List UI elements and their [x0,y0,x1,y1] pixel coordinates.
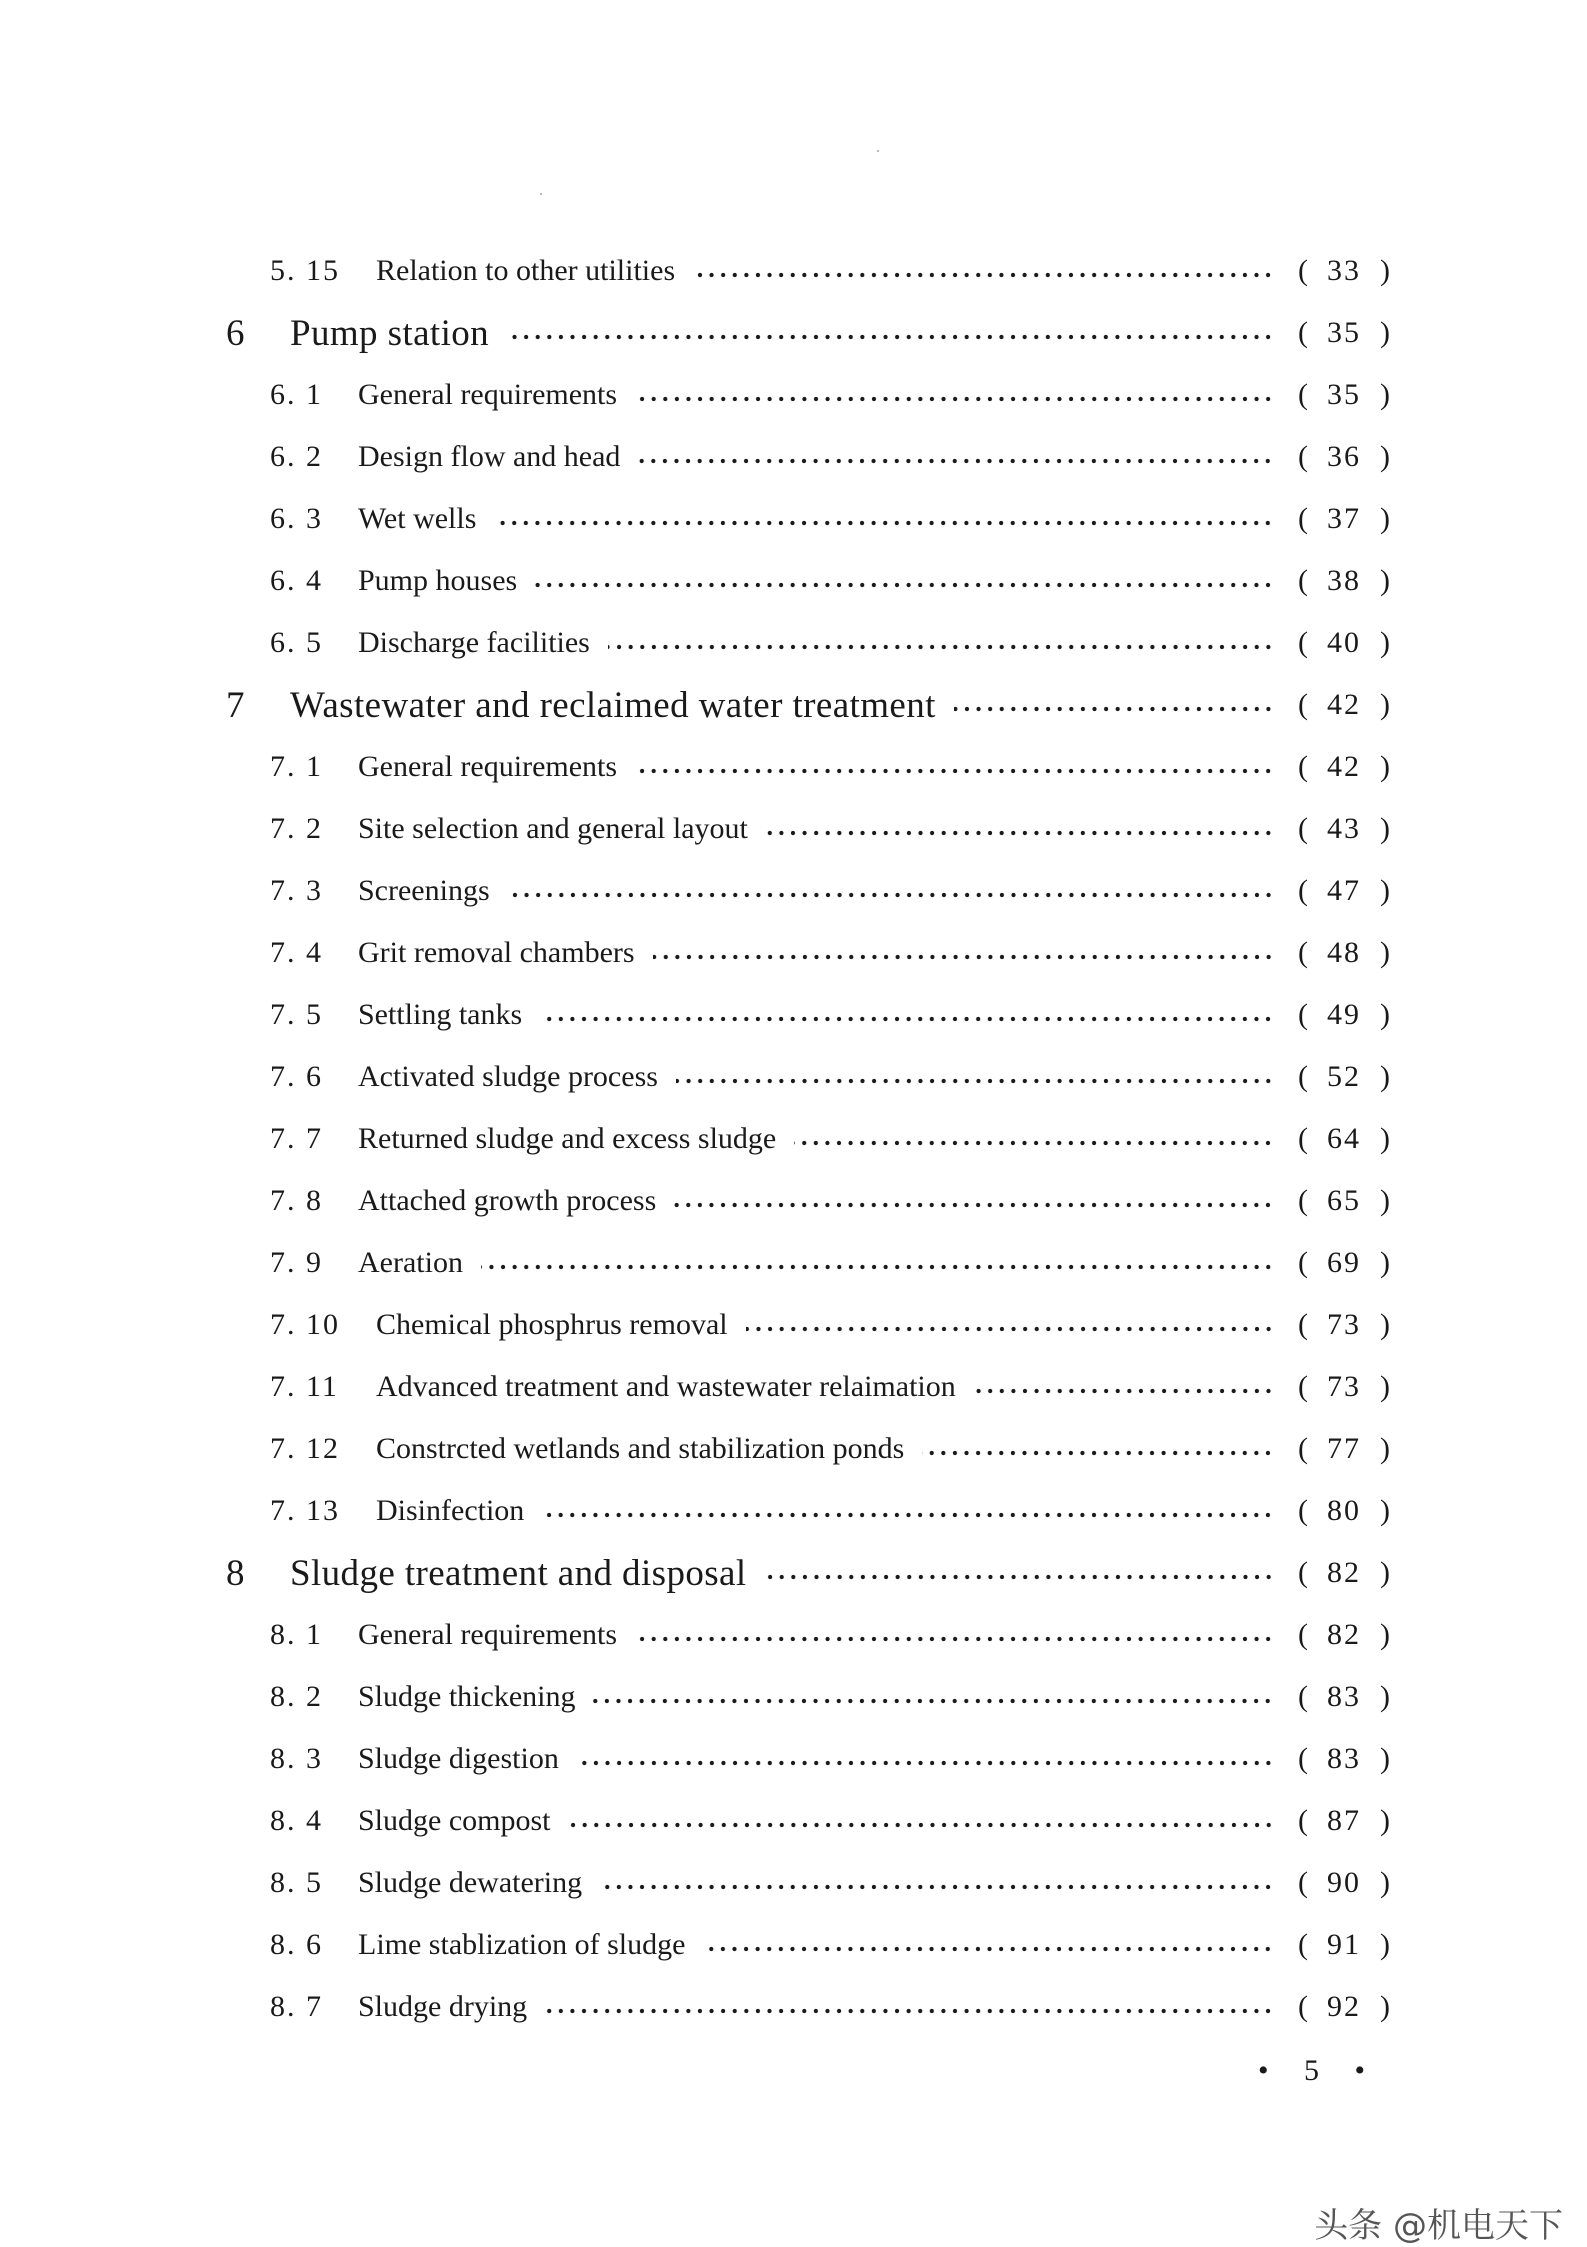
page-close-paren: ) [1380,1742,1390,1775]
toc-entry-title: Discharge facilities [358,626,590,659]
toc-entry-number: 7. 8 [270,1184,323,1217]
toc-entry-page [1298,1990,1390,2024]
toc-section-row[interactable] [226,550,1390,612]
toc-entry-title: Disinfection [376,1494,525,1527]
toc-section-row[interactable] [226,1728,1390,1790]
page-number-value: 49 [1327,998,1361,1031]
page-number-value: 42 [1327,750,1361,783]
scan-speck [540,193,542,195]
toc-entry-title: Advanced treatment and wastewater relaimation [376,1370,956,1403]
toc-entry-page [1298,1308,1390,1342]
dot-leader [746,1314,1274,1344]
toc-entry-page [1298,1680,1390,1714]
toc-section-row[interactable] [226,488,1390,550]
toc-chapter-row[interactable] [226,302,1390,364]
toc-section-row[interactable] [226,612,1390,674]
toc-entry-title: General requirements [358,1618,618,1651]
toc-section-row[interactable] [226,1356,1390,1418]
page-number-value: 38 [1327,564,1361,597]
page-close-paren: ) [1380,1804,1390,1837]
toc-entry-title: Chemical phosphrus removal [376,1308,728,1341]
page-close-paren: ) [1380,874,1390,907]
page-close-paren: ) [1380,564,1390,597]
toc-entry-page [1298,1494,1390,1528]
page-number-value: 40 [1327,626,1361,659]
dot-leader [974,1376,1274,1406]
page-number-value: 47 [1327,874,1361,907]
dot-leader [593,1686,1274,1716]
toc-entry-page [1298,1060,1390,1094]
page-open-paren: ( [1298,1804,1308,1837]
dot-leader [794,1128,1274,1158]
page-close-paren: ) [1380,626,1390,659]
toc-entry-page [1298,1556,1390,1590]
toc-entry-page [1298,936,1390,970]
dot-leader [508,880,1274,910]
page-open-paren: ( [1298,626,1308,659]
page-open-paren: ( [1298,1556,1308,1589]
page-number-value: 42 [1327,688,1361,721]
page-number-value: 77 [1327,1432,1361,1465]
page-number-value: 33 [1327,254,1361,287]
toc-entry-number: 5. 15 [270,254,340,287]
toc-entry-title: Aeration [358,1246,463,1279]
dot-leader [542,1500,1274,1530]
toc-entry-number: 8. 1 [270,1618,323,1651]
page-open-paren: ( [1298,378,1308,411]
page-number-value: 82 [1327,1618,1361,1651]
dot-leader [545,1996,1274,2026]
page-open-paren: ( [1298,1308,1308,1341]
page-close-paren: ) [1380,812,1390,845]
toc-section-row[interactable] [226,1976,1390,2038]
toc-entry-number: 8. 7 [270,1990,323,2023]
page-open-paren: ( [1298,998,1308,1031]
toc-section-row[interactable] [226,1232,1390,1294]
toc-entry-page [1298,1370,1390,1404]
page-open-paren: ( [1298,812,1308,845]
toc-chapter-row[interactable] [226,1542,1390,1604]
toc-section-row[interactable] [226,1108,1390,1170]
dot-leader [635,1624,1274,1654]
page-number-value: 82 [1327,1556,1361,1589]
page-open-paren: ( [1298,1618,1308,1651]
page-close-paren: ) [1380,1246,1390,1279]
toc-entry-page [1298,378,1390,412]
page-open-paren: ( [1298,874,1308,907]
page-close-paren: ) [1380,1990,1390,2023]
page-open-paren: ( [1298,1432,1308,1465]
toc-entry-number: 7. 6 [270,1060,323,1093]
page-close-paren: ) [1380,1556,1390,1589]
page-open-paren: ( [1298,1246,1308,1279]
toc-entry-title: Pump station [290,312,490,354]
page-close-paren: ) [1380,936,1390,969]
toc-entry-title: Attached growth process [358,1184,657,1217]
toc-entry-page [1298,626,1390,660]
toc-section-row[interactable] [226,1170,1390,1232]
page-number-value: 48 [1327,936,1361,969]
toc-entry-title: Screenings [358,874,490,907]
toc-entry-number: 8. 6 [270,1928,323,1961]
toc-chapter-row[interactable] [226,674,1390,736]
page-number-value: 91 [1327,1928,1361,1961]
page-number-value: 35 [1327,378,1361,411]
dot-leader [693,260,1274,290]
page-open-paren: ( [1298,564,1308,597]
toc-entry-title: Relation to other utilities [376,254,676,287]
page-close-paren: ) [1380,1866,1390,1899]
toc-entry-number: 6. 3 [270,502,323,535]
toc-entry-number: 6. 2 [270,440,323,473]
toc-entry-page [1298,1804,1390,1838]
toc-entry-title: Sludge treatment and disposal [290,1552,747,1594]
toc-section-row[interactable] [226,922,1390,984]
toc-section-row[interactable] [226,1480,1390,1542]
dot-leader [608,632,1274,662]
dot-leader [635,384,1274,414]
toc-entry-number: 7. 3 [270,874,323,907]
dot-leader [703,1934,1274,1964]
toc-entry-page [1298,440,1390,474]
dot-leader [638,446,1274,476]
toc-entry-number: 7. 7 [270,1122,323,1155]
page-close-paren: ) [1380,440,1390,473]
toc-section-row[interactable] [226,860,1390,922]
toc-entry-page [1298,1866,1390,1900]
dot-leader [569,1810,1275,1840]
toc-entry-page [1298,254,1390,288]
page-number-value: 35 [1327,316,1361,349]
toc-section-row[interactable] [226,1046,1390,1108]
toc-section-row[interactable] [226,1294,1390,1356]
dot-leader [494,508,1274,538]
page-open-paren: ( [1298,1060,1308,1093]
page-close-paren: ) [1380,1060,1390,1093]
toc-entry-page [1298,316,1390,350]
toc-entry-number: 7. 10 [270,1308,340,1341]
toc-entry-page [1298,874,1390,908]
toc-entry-number: 6. 4 [270,564,323,597]
dot-leader [766,818,1274,848]
toc-entry-number: 8. 2 [270,1680,323,1713]
page-open-paren: ( [1298,936,1308,969]
page-close-paren: ) [1380,1494,1390,1527]
dot-leader [653,942,1274,972]
toc-entry-number: 8. 5 [270,1866,323,1899]
page-number-value: 36 [1327,440,1361,473]
table-of-contents [226,240,1390,2038]
toc-entry-number: 7. 5 [270,998,323,1031]
page-number-value: 80 [1327,1494,1361,1527]
page-number-value: 43 [1327,812,1361,845]
page-close-paren: ) [1380,254,1390,287]
toc-section-row[interactable] [226,984,1390,1046]
page-number: • 5 • [1258,2054,1380,2087]
toc-entry-number: 7. 4 [270,936,323,969]
page-number-value: 92 [1327,1990,1361,2023]
watermark-text: 头条 @机电天下 [1314,2206,1563,2246]
toc-entry-title: Activated sludge process [358,1060,658,1093]
page-open-paren: ( [1298,688,1308,721]
toc-entry-number: 7. 13 [270,1494,340,1527]
toc-entry-number: 7 [226,684,247,726]
page-open-paren: ( [1298,502,1308,535]
page-open-paren: ( [1298,1866,1308,1899]
toc-entry-number: 6. 1 [270,378,323,411]
page-number-value: 52 [1327,1060,1361,1093]
toc-entry-number: 6 [226,312,247,354]
toc-entry-title: Settling tanks [358,998,523,1031]
toc-entry-title: Lime stablization of sludge [358,1928,686,1961]
page-close-paren: ) [1380,502,1390,535]
toc-section-row[interactable] [226,364,1390,426]
toc-entry-number: 8. 4 [270,1804,323,1837]
page-open-paren: ( [1298,440,1308,473]
toc-entry-title: General requirements [358,378,618,411]
toc-section-row[interactable] [226,1666,1390,1728]
toc-entry-title: Pump houses [358,564,518,597]
toc-entry-page [1298,1122,1390,1156]
toc-section-row[interactable] [226,1418,1390,1480]
dot-leader [635,756,1274,786]
page-open-paren: ( [1298,1122,1308,1155]
page-close-paren: ) [1380,750,1390,783]
toc-entry-title: Grit removal chambers [358,936,635,969]
toc-entry-page [1298,1246,1390,1280]
toc-entry-page [1298,998,1390,1032]
toc-entry-number: 7. 9 [270,1246,323,1279]
toc-section-row[interactable] [226,1914,1390,1976]
page-open-paren: ( [1298,750,1308,783]
page-number-value: 69 [1327,1246,1361,1279]
toc-entry-page [1298,564,1390,598]
toc-entry-page [1298,1928,1390,1962]
toc-entry-title: Wet wells [358,502,477,535]
page-open-paren: ( [1298,1928,1308,1961]
page-number-value: 90 [1327,1866,1361,1899]
dot-leader [676,1066,1274,1096]
toc-entry-number: 8. 3 [270,1742,323,1775]
page-open-paren: ( [1298,1680,1308,1713]
page-close-paren: ) [1380,688,1390,721]
toc-section-row[interactable] [226,240,1390,302]
page-open-paren: ( [1298,1494,1308,1527]
page-open-paren: ( [1298,316,1308,349]
toc-section-row[interactable] [226,426,1390,488]
scan-speck [877,150,879,152]
dot-leader [481,1252,1274,1282]
page-number-value: 65 [1327,1184,1361,1217]
toc-entry-number: 7. 12 [270,1432,340,1465]
toc-entry-page [1298,502,1390,536]
toc-entry-page [1298,1618,1390,1652]
page-close-paren: ) [1380,1432,1390,1465]
page-number-value: 83 [1327,1680,1361,1713]
dot-leader [507,319,1274,356]
toc-entry-title: Sludge compost [358,1804,551,1837]
page-number-value: 87 [1327,1804,1361,1837]
toc-entry-number: 6. 5 [270,626,323,659]
toc-entry-page [1298,812,1390,846]
page-close-paren: ) [1380,316,1390,349]
dot-leader [535,570,1274,600]
toc-entry-title: Sludge thickening [358,1680,576,1713]
page-number-value: 37 [1327,502,1361,535]
toc-entry-title: Constrcted wetlands and stabilization ponds [376,1432,905,1465]
toc-entry-page [1298,750,1390,784]
toc-entry-title: Sludge digestion [358,1742,559,1775]
toc-section-row[interactable] [226,798,1390,860]
toc-entry-page [1298,1742,1390,1776]
page-open-paren: ( [1298,1184,1308,1217]
page-close-paren: ) [1380,1618,1390,1651]
toc-entry-page [1298,688,1390,722]
toc-entry-number: 7. 1 [270,750,323,783]
toc-section-row[interactable] [226,1790,1390,1852]
dot-leader [674,1190,1274,1220]
dot-leader [577,1748,1274,1778]
page-open-paren: ( [1298,1742,1308,1775]
toc-entry-title: Returned sludge and excess sludge [358,1122,777,1155]
toc-entry-title: Design flow and head [358,440,621,473]
dot-leader [540,1004,1274,1034]
page-close-paren: ) [1380,1122,1390,1155]
dot-leader [765,1559,1274,1596]
page-close-paren: ) [1380,378,1390,411]
toc-entry-title: General requirements [358,750,618,783]
page-close-paren: ) [1380,1928,1390,1961]
toc-section-row[interactable] [226,1604,1390,1666]
dot-leader [600,1872,1274,1902]
toc-entry-number: 7. 2 [270,812,323,845]
dot-leader [922,1438,1274,1468]
page-number-value: 83 [1327,1742,1361,1775]
toc-section-row[interactable] [226,736,1390,798]
page-close-paren: ) [1380,998,1390,1031]
page-open-paren: ( [1298,1990,1308,2023]
toc-entry-number: 7. 11 [270,1370,339,1403]
toc-entry-page [1298,1184,1390,1218]
toc-entry-title: Site selection and general layout [358,812,748,845]
page-open-paren: ( [1298,1370,1308,1403]
page-open-paren: ( [1298,254,1308,287]
toc-entry-title: Sludge dewatering [358,1866,583,1899]
toc-entry-title: Wastewater and reclaimed water treatment [290,684,936,726]
page-close-paren: ) [1380,1308,1390,1341]
dot-leader [954,691,1274,728]
page-close-paren: ) [1380,1184,1390,1217]
page-number-value: 73 [1327,1308,1361,1341]
toc-entry-number: 8 [226,1552,247,1594]
page-number-value: 73 [1327,1370,1361,1403]
page-close-paren: ) [1380,1680,1390,1713]
toc-section-row[interactable] [226,1852,1390,1914]
toc-entry-page [1298,1432,1390,1466]
page-number-value: 64 [1327,1122,1361,1155]
toc-entry-title: Sludge drying [358,1990,528,2023]
page-close-paren: ) [1380,1370,1390,1403]
